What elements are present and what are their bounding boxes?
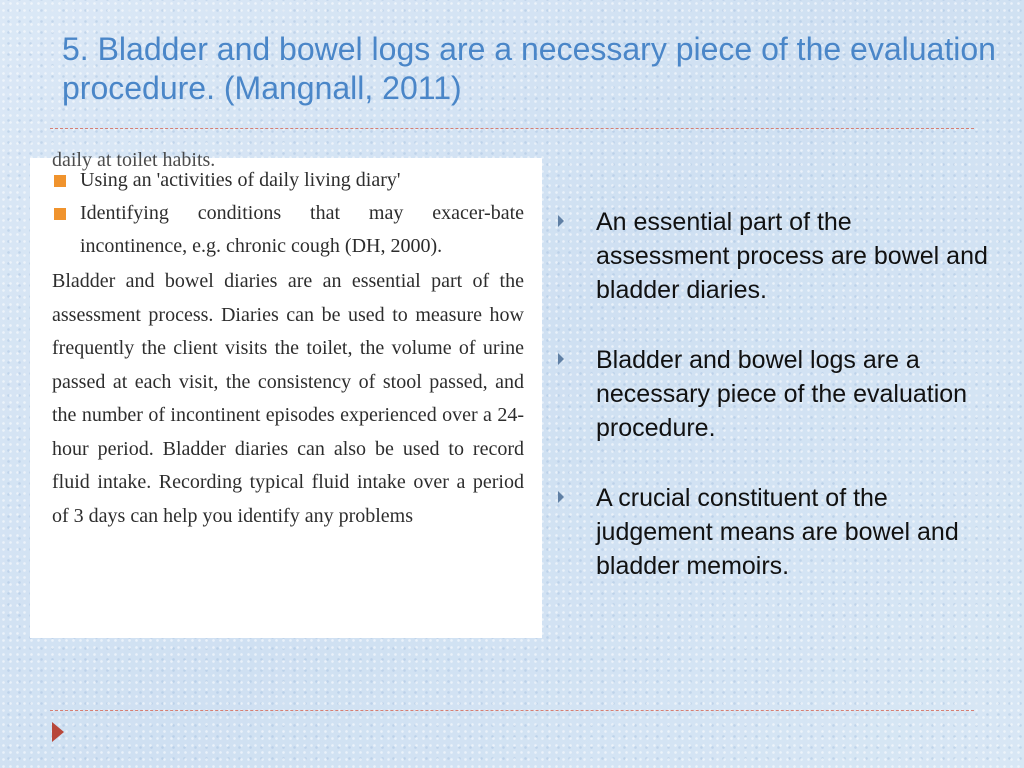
- square-bullet-icon: [54, 208, 66, 220]
- scan-bullet-text: Identifying conditions that may exacer-bate incontinence, e.g. chronic cough (DH, 2000).: [80, 202, 524, 257]
- scan-bullet-item: [52, 197, 524, 263]
- triangle-right-icon: [558, 353, 574, 365]
- footer-divider: [50, 710, 974, 711]
- bullet-text: A crucial constituent of the judgement means are bowel and bladder memoirs.: [596, 484, 959, 580]
- scan-paragraph: Bladder and bowel diaries are an essential part of the assessment process. Diaries can be used to measure how frequently the client visits the toilet, the volume of urine passed at each visit, the consistency of stool passed, and the number of incontinent episodes experienced over a 24-hour period. Bladder diaries can also be used to record fluid intake. Recording typical fluid intake over a period of 3 days can help you identify any problems: [52, 270, 524, 527]
- bullet-item: [552, 205, 992, 307]
- bullet-item: [552, 343, 992, 445]
- bullet-text: Bladder and bowel logs are a necessary piece of the evaluation procedure.: [596, 346, 968, 442]
- title-divider: [50, 128, 974, 129]
- scan-bullet-text: Using an 'activities of daily living diary': [80, 169, 401, 191]
- slide-title: 5. Bladder and bowel logs are a necessary piece of the evaluation procedure. (Mangnall, 2011): [62, 31, 996, 107]
- scan-cut-line: daily at toilet habits.: [52, 149, 216, 171]
- scanned-text-excerpt: [30, 149, 542, 638]
- square-bullet-icon: [54, 175, 66, 187]
- bullet-list: [552, 205, 992, 619]
- bullet-item: [552, 481, 992, 583]
- next-slide-arrow-icon[interactable]: [52, 722, 64, 742]
- bullet-text: An essential part of the assessment process are bowel and bladder diaries.: [596, 208, 988, 304]
- triangle-right-icon: [558, 491, 574, 503]
- triangle-right-icon: [558, 215, 574, 227]
